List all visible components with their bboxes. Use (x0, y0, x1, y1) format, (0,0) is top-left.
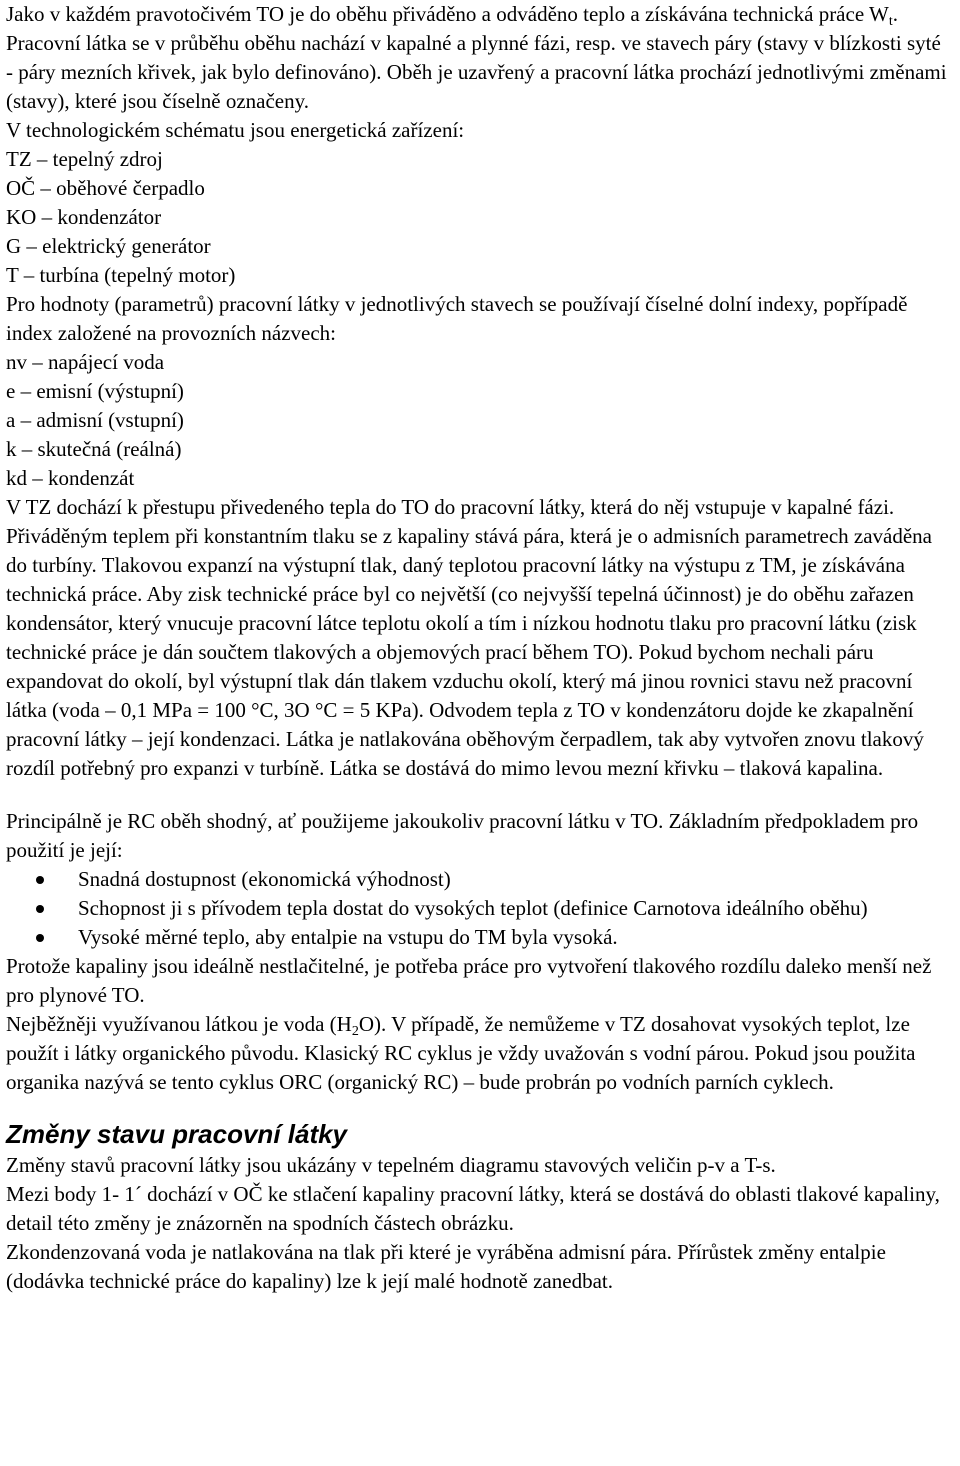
device-oc: OČ – oběhové čerpadlo (6, 176, 205, 200)
section-paragraph-1: Změny stavů pracovní látky jsou ukázány v tepelném diagramu stavových veličin p-v a T-s. (6, 1153, 776, 1177)
section-paragraph-2: Mezi body 1- 1´ dochází v OČ ke stlačení kapaliny pracovní látky, která se dostává do oblasti tlakové kapaliny, detail této změny je znázorněn na spodních částech obrázku. (6, 1182, 940, 1235)
device-t: T – turbína (tepelný motor) (6, 263, 236, 287)
list-item: Snadná dostupnost (ekonomická výhodnost) (6, 865, 950, 894)
principle-paragraph: Principálně je RC oběh shodný, ať použijeme jakoukoliv pracovní látku v TO. Základním předpokladem pro použití je její: (6, 809, 919, 862)
water-subscript: 2 (351, 1024, 359, 1039)
device-g: G – elektrický generátor (6, 234, 211, 258)
section-paragraph-3: Zkondenzovaná voda je natlakována na tlak při které je vyráběna admisní pára. Přírůstek změny entalpie (dodávka technické práce do kapaliny) lze k její malé hodnotě zanedbat. (6, 1240, 886, 1293)
index-a: a – admisní (vstupní) (6, 408, 184, 432)
list-item: Schopnost ji s přívodem tepla dostat do vysokých teplot (definice Carnotova ideálního oběhu) (6, 894, 950, 923)
water-text-a: Nejběžněji využívanou látkou je voda (H (6, 1012, 352, 1036)
devices-heading: V technologickém schématu jsou energetická zařízení: (6, 118, 465, 142)
requirements-list (6, 865, 950, 952)
index-e: e – emisní (výstupní) (6, 379, 184, 403)
intro-subscript: t (888, 14, 893, 29)
index-kd: kd – kondenzát (6, 466, 135, 490)
incompressible-paragraph: Protože kapaliny jsou ideálně nestlačitelné, je potřeba práce pro vytvoření tlakového rozdílu daleko menší než pro plynové TO. (6, 954, 932, 1007)
section-heading: Změny stavu pracovní látky (6, 1119, 348, 1149)
index-k: k – skutečná (reálná) (6, 437, 182, 461)
tz-paragraph: V TZ dochází k přestupu přivedeného tepla do TO do pracovní látky, která do něj vstupuje v kapalné fázi. Přiváděným teplem při konstantním tlaku se z kapaliny stává pára, která je o admisních parametrech zaváděna do turbíny. Tlakovou expanzí na výstupní tlak, daný teplotou pracovní látky na výstupu z TM, je získávána technická práce. Aby zisk technické práce byl co největší (co nejvyšší tepelná účinnost) je do oběhu zařazen kondensátor, který vnucuje pracovní látce teplotu okolí a tím i nízkou hodnotu tlaku pro pracovní látku (zisk technické práce je dán součtem tlakových a objemových prací během TO). Pokud bychom nechali páru expandovat do okolí, byl výstupní tlak dán tlakem vzduchu okolí, který má jinou rovnici stavu než pracovní látka (voda – 0,1 MPa = 100 °C, 3O °C = 5 KPa). Odvodem tepla z TO v kondenzátoru dojde ke zkapalnění pracovní látky – její kondenzaci. Látka je natlakována oběhovým čerpadlem, tak aby vytvořen znovu tlakový rozdíl potřebný pro expanzi v turbíně. Látka se dostává do mimo levou mezní křivku – tlaková kapalina. (6, 495, 932, 780)
index-nv: nv – napájecí voda (6, 350, 165, 374)
device-tz: TZ – tepelný zdroj (6, 147, 163, 171)
water-text-b: O). V případě, že nemůžeme v TZ dosahovat vysokých teplot, lze použít i látky organického původu. Klasický RC cyklus je vždy uvažován s vodní párou. Pokud jsou použita organika nazývá se tento cyklus ORC (organický RC) – bude probrán po vodních parních cyklech. (6, 1012, 916, 1094)
device-ko: KO – kondenzátor (6, 205, 162, 229)
indices-heading: Pro hodnoty (parametrů) pracovní látky v jednotlivých stavech se používají číselné dolní indexy, popřípadě index založené na provozních názvech: (6, 292, 908, 345)
intro-text-b: . Pracovní látka se v průběhu oběhu nachází v kapalné a plynné fázi, resp. ve stavech páry (stavy v blízkosti syté - páry mezních křivek, jak bylo definováno). Oběh je uzavřený a pracovní látka prochází jednotlivými změnami (stavy), které jsou číselně označeny. (6, 2, 947, 113)
intro-text-a: Jako v každém pravotočivém TO je do oběhu přiváděno a odváděno teplo a získávána technická práce W (6, 2, 889, 26)
spacer (6, 783, 950, 807)
spacer (6, 1097, 950, 1117)
intro-paragraph (6, 0, 950, 116)
water-paragraph (6, 1010, 950, 1097)
list-item: Vysoké měrné teplo, aby entalpie na vstupu do TM byla vysoká. (6, 923, 950, 952)
